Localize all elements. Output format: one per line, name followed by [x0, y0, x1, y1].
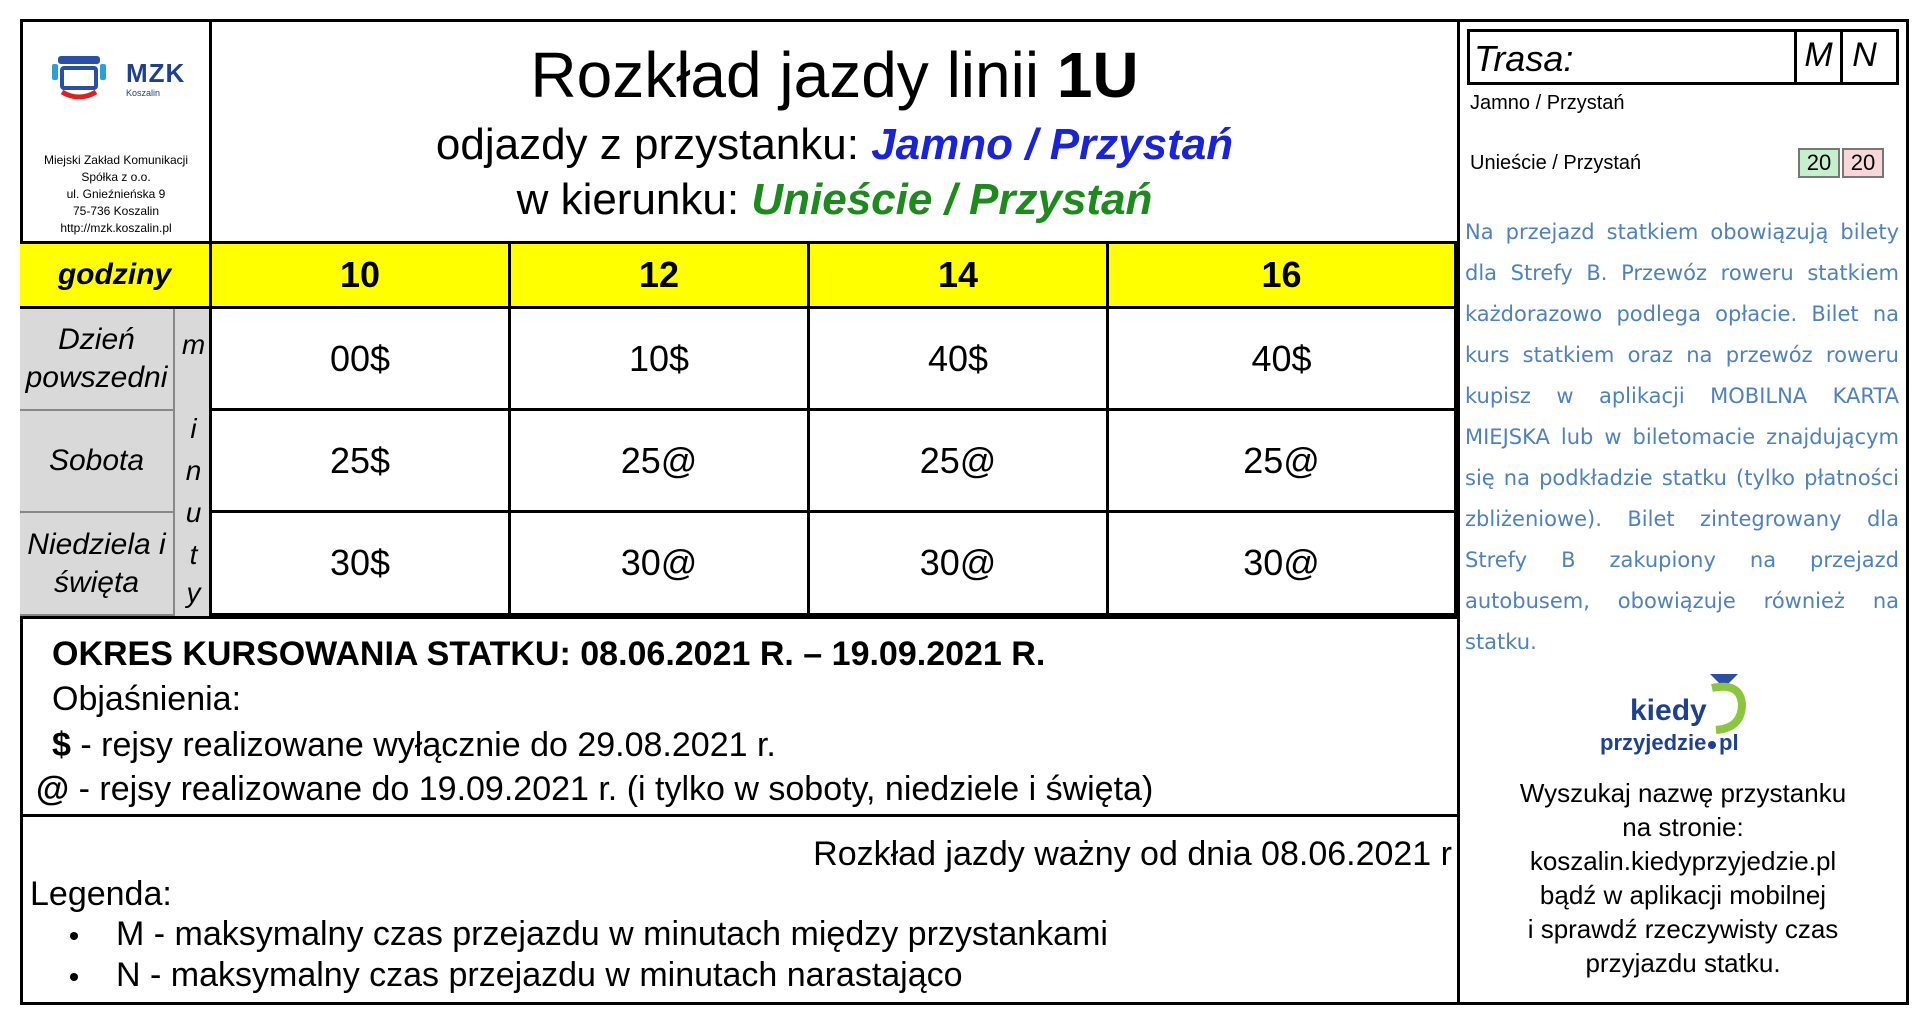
departure-cell: 30$ — [212, 513, 511, 616]
departure-cell: 25$ — [212, 411, 511, 513]
to-label: w kierunku: — [516, 175, 740, 224]
departure-cell: 40$ — [1109, 309, 1457, 411]
from-stop: Jamno / Przystań — [871, 120, 1234, 169]
legend-item — [70, 956, 963, 995]
company-line: ul. Gnieźnieńska 9 — [66, 187, 166, 201]
kiedy-line: Wyszukaj nazwę przystanku — [1519, 778, 1847, 808]
kiedy-logo-top: kiedy — [1630, 694, 1707, 727]
company-address — [20, 152, 212, 237]
note-symbol: @ — [36, 770, 70, 808]
hour-header: 12 — [511, 244, 810, 309]
company-logo-text: MZK — [126, 58, 186, 88]
departure-cell: 25@ — [511, 411, 810, 513]
from-label: odjazdy z przystanku: — [435, 120, 859, 169]
minutes-letter: m — [181, 329, 206, 360]
route-label: Trasa: — [1474, 38, 1574, 79]
legend-text: M - maksymalny czas przejazdu w minutach między przystankami — [116, 915, 1108, 953]
bus-logo-icon — [48, 52, 110, 104]
departure-cell: 30@ — [810, 513, 1109, 616]
company-line: Spółka z o.o. — [81, 170, 151, 184]
kiedy-line: i sprawdź rzeczywisty czas — [1527, 914, 1839, 944]
ticket-info: Na przejazd statkiem obowiązują bilety dla Strefy B. Przewóz roweru statkiem każdorazowo podlega opłacie. Bilet na kurs statkiem oraz na przewóz roweru kupisz w aplikacji MOBILNA KARTA MIEJSKA lub w biletomacie znajdującym się na podkładzie statku (tylko płatności zbliżeniowe). Bilet zintegrowany dla Strefy B zakupiony na przejazd autobusem, obowiązuje również na statku. — [1465, 220, 1899, 654]
route-stop: Unieście / Przystań — [1470, 152, 1642, 174]
departure-cell: 40$ — [810, 309, 1109, 411]
departure-cell: 10$ — [511, 309, 810, 411]
bullet-icon — [70, 973, 78, 981]
to-stop: Unieście / Przystań — [751, 175, 1153, 224]
kiedyprzyjedzie-info — [1462, 776, 1904, 980]
company-website[interactable]: http://mzk.koszalin.pl — [60, 221, 172, 235]
explanations-heading: Objaśnienia: — [52, 680, 242, 718]
departure-cell: 30@ — [511, 513, 810, 616]
company-logo-sub: Koszalin — [126, 88, 161, 98]
minutes-letter: n — [185, 455, 202, 486]
n-value: 20 — [1842, 148, 1884, 178]
departure-cell: 25@ — [1109, 411, 1457, 513]
n-column-header: N — [1840, 29, 1886, 85]
departure-cell: 25@ — [810, 411, 1109, 513]
kiedy-line: bądź w aplikacji mobilnej — [1539, 880, 1827, 910]
company-line: Miejski Zakład Komunikacji — [43, 153, 189, 167]
kiedy-line: na stronie: — [1622, 812, 1744, 842]
kiedyprzyjedzie-logo — [1600, 668, 1760, 760]
legend-text: N - maksymalny czas przejazdu w minutach narastająco — [116, 956, 963, 994]
kiedy-logo-bottom: przyjedzie — [1600, 730, 1707, 755]
company-line: 75-736 Koszalin — [72, 204, 160, 218]
note-dollar — [52, 726, 776, 765]
minutes-letter: i — [190, 413, 197, 444]
bullet-icon — [70, 932, 78, 940]
day-label-sunday: Niedziela i święta — [20, 513, 175, 616]
note-symbol: $ — [52, 726, 71, 764]
minutes-letter: t — [189, 539, 198, 570]
hour-header: 14 — [810, 244, 1109, 309]
minutes-letter: u — [185, 497, 202, 528]
legend-title: Legenda: — [30, 875, 172, 913]
operating-period: OKRES KURSOWANIA STATKU: 08.06.2021 R. – 19.09.2021 R. — [52, 635, 1046, 673]
valid-from: Rozkład jazdy ważny od dnia 08.06.2021 r — [813, 835, 1452, 873]
departure-cell: 30@ — [1109, 513, 1457, 616]
departure-stop-line — [212, 120, 1457, 170]
title-prefix: Rozkład jazdy linii — [530, 39, 1040, 111]
minutes-letter: y — [186, 577, 201, 608]
kiedy-line: przyjazdu statku. — [1585, 948, 1781, 978]
hour-header: 16 — [1109, 244, 1457, 309]
m-column-header: M — [1794, 29, 1840, 85]
kiedy-logo-tld: pl — [1719, 730, 1739, 755]
hour-header: 10 — [212, 244, 511, 309]
kiedy-url[interactable]: koszalin.kiedyprzyjedzie.pl — [1529, 846, 1837, 876]
day-label-saturday: Sobota — [20, 411, 175, 513]
legend-item — [70, 915, 1108, 954]
note-at — [36, 770, 1153, 809]
day-label-weekday: Dzień powszedni — [20, 309, 175, 411]
direction-line — [212, 175, 1457, 225]
note-text: - rejsy realizowane do 19.09.2021 r. (i tylko w soboty, niedziele i święta) — [69, 770, 1154, 808]
hours-label: godziny — [20, 244, 212, 309]
page-title — [212, 38, 1457, 112]
note-text: - rejsy realizowane wyłącznie do 29.08.2021 r. — [70, 726, 776, 764]
line-number: 1U — [1056, 39, 1139, 111]
m-value: 20 — [1798, 148, 1840, 178]
route-stop: Jamno / Przystań — [1470, 92, 1625, 114]
departure-cell: 00$ — [212, 309, 511, 411]
minutes-label — [175, 309, 212, 616]
